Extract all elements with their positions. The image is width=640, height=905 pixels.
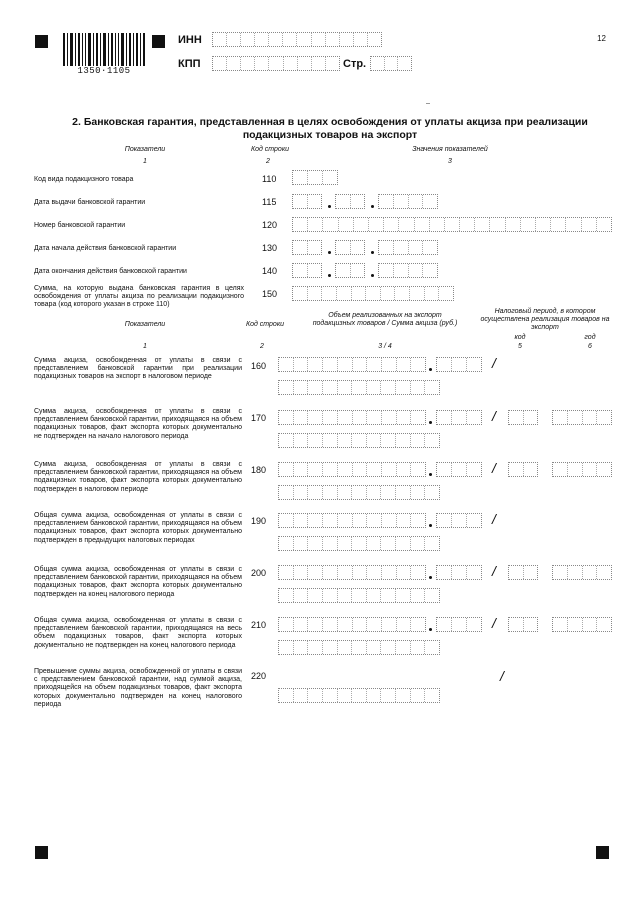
t2-num-1: 1 [143,343,147,350]
t2-row-180-slash: / [492,460,496,476]
t2-row-170-dot [429,421,432,424]
t2-row-190-volume[interactable] [278,513,426,528]
t2-row-180-decimals[interactable] [436,462,482,477]
t1-row-110-code: 110 [262,174,277,184]
t2-row-200-decimals[interactable] [436,565,482,580]
t2-num-5: 5 [518,343,522,350]
t2-row-190-amount[interactable] [278,536,440,551]
t2-row-160-dot [429,368,432,371]
page-field[interactable] [370,56,412,71]
t2-num-6: 6 [588,343,592,350]
t1-col-indicators: Показатели [124,146,166,153]
t2-row-210-decimals[interactable] [436,617,482,632]
t1-row-110-label: Код вида подакцизного товара [34,176,134,183]
barcode-digits: 1350·1105 [77,66,131,76]
t1-row-150-input[interactable] [292,286,454,301]
t2-row-180-period-code[interactable] [508,462,538,477]
t1-row-130-dot1 [328,251,331,254]
t2-row-190-dot [429,524,432,527]
t1-col-code: Код строки [250,146,290,153]
t2-num-34: 3 / 4 [378,343,392,350]
t1-row-140-label: Дата окончания действия банковской гарантии [34,268,187,275]
t2-num-2: 2 [260,343,264,350]
t1-row-130-month[interactable] [335,240,365,255]
t2-row-200-slash: / [492,563,496,579]
t2-col-period: Налоговый период, в котором осуществлена реализация товаров на экспорт [480,308,610,331]
t2-row-200-label: Общая сумма акциза, освобожденная от уплаты в связи с представлением банковской гарантии, приходящаяся на объем подакцизных товаров, факт экспорта которых документально подтвержден на конец налогового периода [34,566,242,598]
t2-row-200-period-code[interactable] [508,565,538,580]
t2-row-160-code: 160 [251,361,267,371]
t2-row-170-slash: / [492,408,496,424]
t1-row-115-dot2 [371,205,374,208]
t2-col-code: Код строки [245,321,285,328]
t2-row-190-slash: / [492,511,496,527]
t2-row-210-code: 210 [251,620,267,630]
t1-row-140-month[interactable] [335,263,365,278]
t1-row-130-dot2 [371,251,374,254]
t2-row-170-period-code[interactable] [508,410,538,425]
t1-row-115-day[interactable] [292,194,322,209]
corner-marker-bottom-right [596,846,609,859]
section-title [40,116,620,142]
t1-row-120-label: Номер банковской гарантии [34,222,126,229]
inn-label: ИНН [178,34,202,46]
t1-row-115-dot1 [328,205,331,208]
t2-row-210-label: Общая сумма акциза, освобожденная от уплаты в связи с представлением банковской гарантии, приходящаяся на весь объем подакцизных товаров, факт экспорта которых документально не подтвержден на конец налогового периода [34,617,242,649]
section-title-line2: подакцизных товаров на экспорт [242,129,418,141]
t2-row-210-period-code[interactable] [508,617,538,632]
t2-row-200-amount[interactable] [278,588,440,603]
t1-row-140-year[interactable] [378,263,438,278]
t2-row-220-code: 220 [251,671,267,681]
page-number: 12 [597,34,606,43]
t2-row-170-volume[interactable] [278,410,426,425]
t1-row-115-code: 115 [262,197,277,207]
t2-col-indicators: Показатели [124,321,166,328]
t2-row-170-period-year[interactable] [552,410,612,425]
t2-row-220-slash: / [500,668,504,684]
t2-row-160-volume[interactable] [278,357,426,372]
t1-row-140-code: 140 [262,266,278,276]
t1-row-150-label: Сумма, на которую выдана банковская гарантия в целях освобождения от уплаты акциза по реализации подакцизного товара (код которого указан в строке 110) [34,285,244,309]
t1-row-130-label: Дата начала действия банковской гарантии [34,245,177,252]
t1-col-values: Значения показателей [412,146,488,153]
t1-row-130-code: 130 [262,243,278,253]
t1-row-140-dot2 [371,274,374,277]
kpp-field[interactable] [212,56,340,71]
t2-sub-year: год [584,334,596,341]
t2-row-180-code: 180 [251,465,267,475]
t2-row-190-label: Общая сумма акциза, освобожденная от уплаты в связи с представлением банковской гарантии, приходящаяся на объем подакцизных товаров, факт экспорта которых документально подтвержден в предыдущих налоговых периодах [34,512,242,544]
corner-marker-top-left [35,35,48,48]
t2-row-190-code: 190 [251,516,267,526]
t2-row-210-volume[interactable] [278,617,426,632]
t1-row-150-code: 150 [262,289,278,299]
t2-row-210-amount[interactable] [278,640,440,655]
t2-row-170-code: 170 [251,413,267,423]
t2-row-180-period-year[interactable] [552,462,612,477]
t2-row-160-label: Сумма акциза, освобожденная от уплаты в связи с представлением банковской гарантии при реализации подакцизных товаров на экспорт в налоговом периоде [34,357,242,381]
t1-row-110-input[interactable] [292,170,338,185]
t1-row-120-input[interactable] [292,217,612,232]
t2-row-160-decimals[interactable] [436,357,482,372]
section-title-line1: 2. Банковская гарантия, представленная в целях освобождения от уплаты акциза при реализации [72,116,588,128]
t2-row-180-volume[interactable] [278,462,426,477]
t2-row-220-amount[interactable] [278,688,440,703]
corner-marker-bottom-left [35,846,48,859]
t1-num-3: 3 [448,158,452,165]
t1-row-115-label: Дата выдачи банковской гарантии [34,199,146,206]
t2-row-210-slash: / [492,615,496,631]
t2-row-210-dot [429,628,432,631]
t1-num-1: 1 [143,158,147,165]
t2-row-160-amount[interactable] [278,380,440,395]
t1-row-115-month[interactable] [335,194,365,209]
t2-row-180-amount[interactable] [278,485,440,500]
kpp-label: КПП [178,58,201,70]
t1-num-2: 2 [266,158,270,165]
scan-tick [426,103,430,104]
t2-row-220-label: Превышение суммы акциза, освобожденной от уплаты в связи с представлением банковской гарантии, над суммой акциза, приходящейся на объем подакцизных товаров, факт экспорта которых документально подтвержден на конец налогового периода [34,668,242,708]
t1-row-130-year[interactable] [378,240,438,255]
t2-row-180-dot [429,473,432,476]
t2-row-200-dot [429,576,432,579]
t1-row-140-dot1 [328,274,331,277]
t2-row-200-volume[interactable] [278,565,426,580]
t2-row-190-decimals[interactable] [436,513,482,528]
corner-marker-top-right [152,35,165,48]
t1-row-130-day[interactable] [292,240,322,255]
t2-row-170-amount[interactable] [278,433,440,448]
t2-row-200-code: 200 [251,568,267,578]
page-label: Стр. [343,58,367,70]
t2-row-180-label: Сумма акциза, освобожденная от уплаты в связи с представлением банковской гарантии, приходящаяся на объем подакцизных товаров, факт экспорта которых документально подтвержден в налоговом периоде [34,461,242,493]
t2-row-170-label: Сумма акциза, освобожденная от уплаты в связи с представлением банковской гарантии, приходящаяся на объем подакцизных товаров, факт экспорта которых документально не подтвержден на начало налогового периода [34,408,242,440]
t2-col-volume: Объем реализованных на экспорт подакцизных товаров / Сумма акциза (руб.) [312,312,458,327]
t1-row-115-year[interactable] [378,194,438,209]
t2-row-210-period-year[interactable] [552,617,612,632]
t2-row-170-decimals[interactable] [436,410,482,425]
t2-row-200-period-year[interactable] [552,565,612,580]
t1-row-140-day[interactable] [292,263,322,278]
t2-row-160-slash: / [492,355,496,371]
barcode [63,33,145,66]
t2-sub-code: код [514,334,526,341]
t1-row-120-code: 120 [262,220,278,230]
inn-field[interactable] [212,32,382,47]
